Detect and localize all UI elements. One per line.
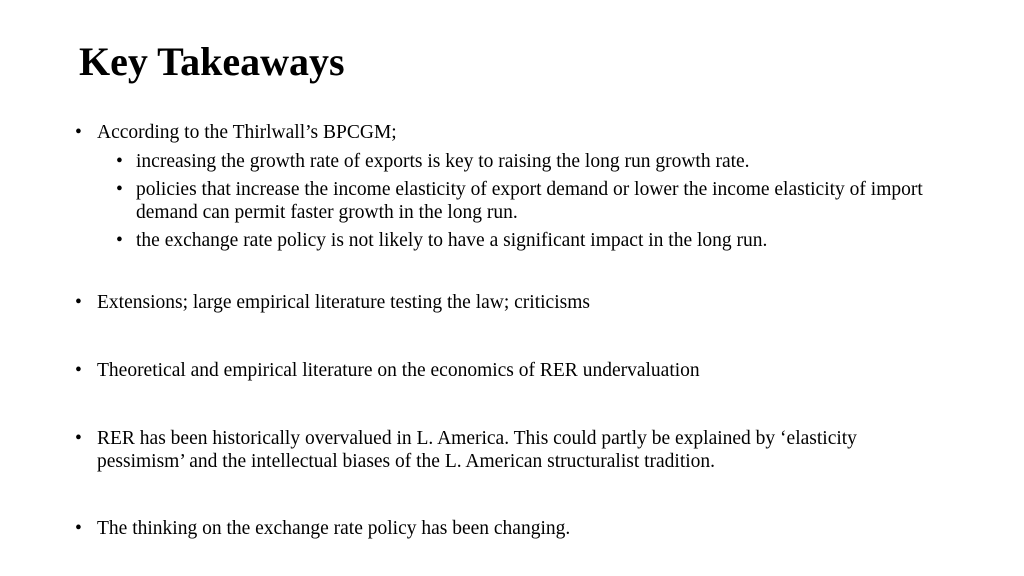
bullet-item	[75, 291, 977, 314]
bullet-item	[75, 517, 977, 540]
sub-bullet-item	[116, 150, 976, 173]
bullet-item	[75, 121, 977, 144]
bullet-icon: •	[75, 518, 82, 539]
bullet-icon: •	[75, 360, 82, 381]
bullet-icon: •	[116, 179, 123, 200]
bullet-text: RER has been historically overvalued in L. America. This could partly be explained by ‘elasticity pessimism’ and the intellectual biases of the L. American structuralist tradition.	[97, 428, 857, 472]
bullet-text: Theoretical and empirical literature on the economics of RER undervaluation	[97, 360, 700, 381]
bullet-text: According to the Thirlwall’s BPCGM;	[97, 122, 397, 143]
bullet-text: Extensions; large empirical literature testing the law; criticisms	[97, 292, 590, 313]
slide-title: Key Takeaways	[79, 39, 345, 84]
sub-bullet-item	[116, 229, 976, 252]
bullet-icon: •	[116, 230, 123, 251]
bullet-text: the exchange rate policy is not likely to have a significant impact in the long run.	[136, 230, 768, 251]
bullet-icon: •	[75, 428, 82, 449]
bullet-text: The thinking on the exchange rate policy has been changing.	[97, 518, 571, 539]
bullet-icon: •	[75, 122, 82, 143]
bullet-icon: •	[116, 151, 123, 172]
bullet-icon: •	[75, 292, 82, 313]
bullet-item	[75, 359, 977, 382]
sub-bullet-item	[116, 178, 946, 224]
bullet-item	[75, 427, 942, 473]
bullet-text: policies that increase the income elasticity of export demand or lower the income elasticity of import demand can permit faster growth in the long run.	[136, 179, 923, 223]
bullet-text: increasing the growth rate of exports is key to raising the long run growth rate.	[136, 151, 750, 172]
